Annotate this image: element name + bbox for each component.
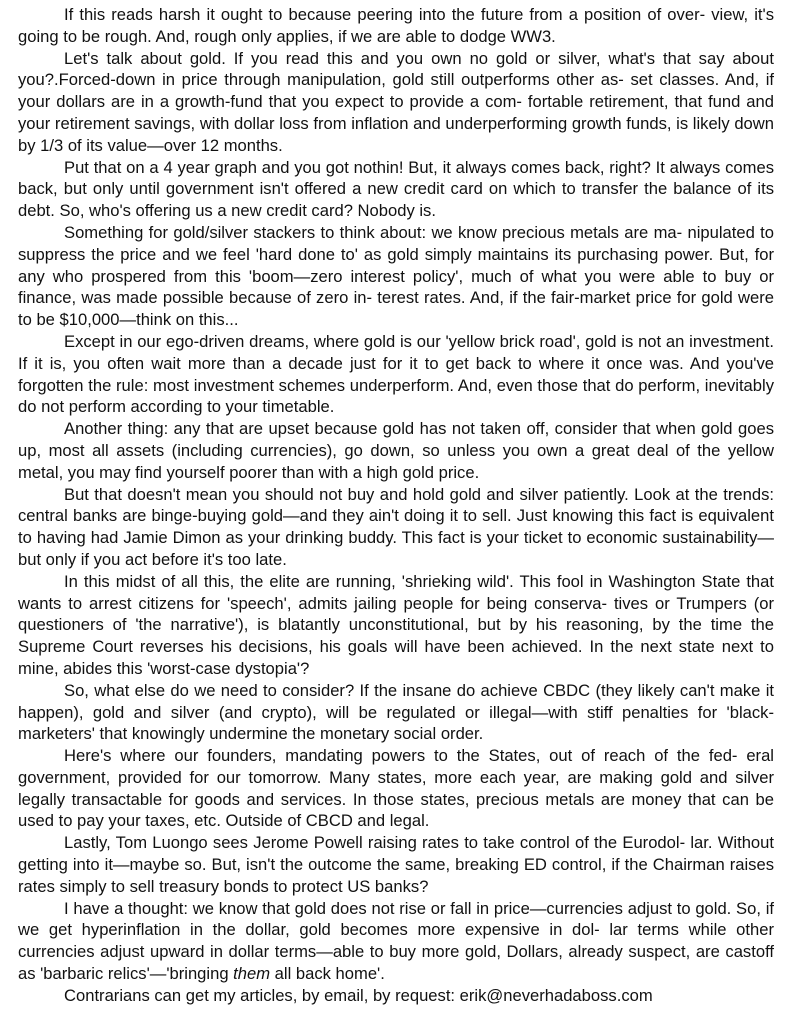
paragraph-8: In this midst of all this, the elite are running, 'shrieking wild'. This fool in Washington State that wants to arrest citizens for 'speech', admits jailing people for being conserva- tives or Trumpers (or questioners of 'the narrative'), is blatantly unconstitutional, but by his reasoning, by the time the Supreme Court reverses his decisions, his goals will have been achieved. In the next state next to mine, abides this 'worst-case dystopia'? (18, 571, 774, 678)
paragraph-12-end: all back home'. (270, 964, 385, 984)
paragraph-9: So, what else do we need to consider? If the insane do achieve CBDC (they likely can't make it happen), gold and silver (and crypto), will be regulated or illegal—with stiff penalties for 'black-marketers' that knowingly undermine the monetary social order. (18, 680, 774, 744)
paragraph-12 (18, 898, 774, 985)
paragraph-11: Lastly, Tom Luongo sees Jerome Powell raising rates to take control of the Eurodol- lar. Without getting into it—maybe so. But, isn't the outcome the same, breaking ED control, if the Chairman raises rates simply to sell treasury bonds to protect US banks? (18, 833, 774, 896)
paragraph-2: Let's talk about gold. If you read this and you own no gold or silver, what's that say about you?.Forced-down in price through manipulation, gold still outperforms other as- set classes. And, if your dollars are in a growth-fund that you expect to provide a com- fortable retirement, that fund and your retirement savings, with dollar loss from inflation and underperforming growth funds, is likely down by 1/3 of its value—over 12 months. (18, 48, 774, 155)
paragraph-7: But that doesn't mean you should not buy and hold gold and silver patiently. Look at the trends: central banks are binge-buying gold—and they ain't doing it to sell. Just knowing this fact is equivalent to having had Jamie Dimon as your drinking buddy. This fact is your ticket to economic sustainability—but only if you act before it's too late. (18, 484, 774, 569)
paragraph-12-text: I have a thought: we know that gold does not rise or fall in price—currencies adjust to gold. So, if we get hyperinflation in the dollar, gold becomes more expensive in dol- lar terms while other currencies adjust upward in dollar terms—able to buy more gold, Dollars, already suspect, are castoff as 'barbaric relics'—'bringing (18, 898, 774, 984)
paragraph-10: Here's where our founders, mandating powers to the States, out of reach of the fed- eral government, provided for our tomorrow. Many states, more each year, are making gold and silver legally transactable for goods and services. In those states, precious metals are money that can be used to pay your taxes, etc. Outside of CBCD and legal. (18, 746, 774, 831)
paragraph-5: Except in our ego-driven dreams, where gold is our 'yellow brick road', gold is not an investment. If it is, you often wait more than a decade just for it to get back to where it once was. And you've forgotten the rule: most investment schemes underperform. And, even those that do perform, inevitably do not perform according to your timetable. (18, 331, 774, 417)
closing-line: Contrarians can get my articles, by email, by request: erik@neverhadaboss.com (64, 985, 653, 1005)
paragraph-4: Something for gold/silver stackers to think about: we know precious metals are ma- nipulated to suppress the price and we feel 'hard done to' as gold simply maintains its purchasing power. But, for any who prospered from this 'boom—zero interest policy', much of what you were able to buy or finance, was made possible because of zero in- terest rates. And, if the fair-market price for gold were to be $10,000—think on this... (18, 222, 774, 330)
article-body (18, 4, 774, 1007)
paragraph-12-emphasis: them (233, 964, 271, 984)
paragraph-1: If this reads harsh it ought to because peering into the future from a position of over- view, it's going to be rough. And, rough only applies, if we are able to dodge WW3. (18, 5, 774, 46)
paragraph-6: Another thing: any that are upset because gold has not taken off, consider that when gold goes up, most all assets (including currencies), go down, so unless you own a great deal of the yellow metal, you may find yourself poorer than with a high gold price. (18, 419, 774, 482)
paragraph-3: Put that on a 4 year graph and you got nothin! But, it always comes back, right? It always comes back, but only until government isn't offered a new credit card on which to transfer the balance of its debt. So, who's offering us a new credit card? Nobody is. (18, 157, 774, 221)
